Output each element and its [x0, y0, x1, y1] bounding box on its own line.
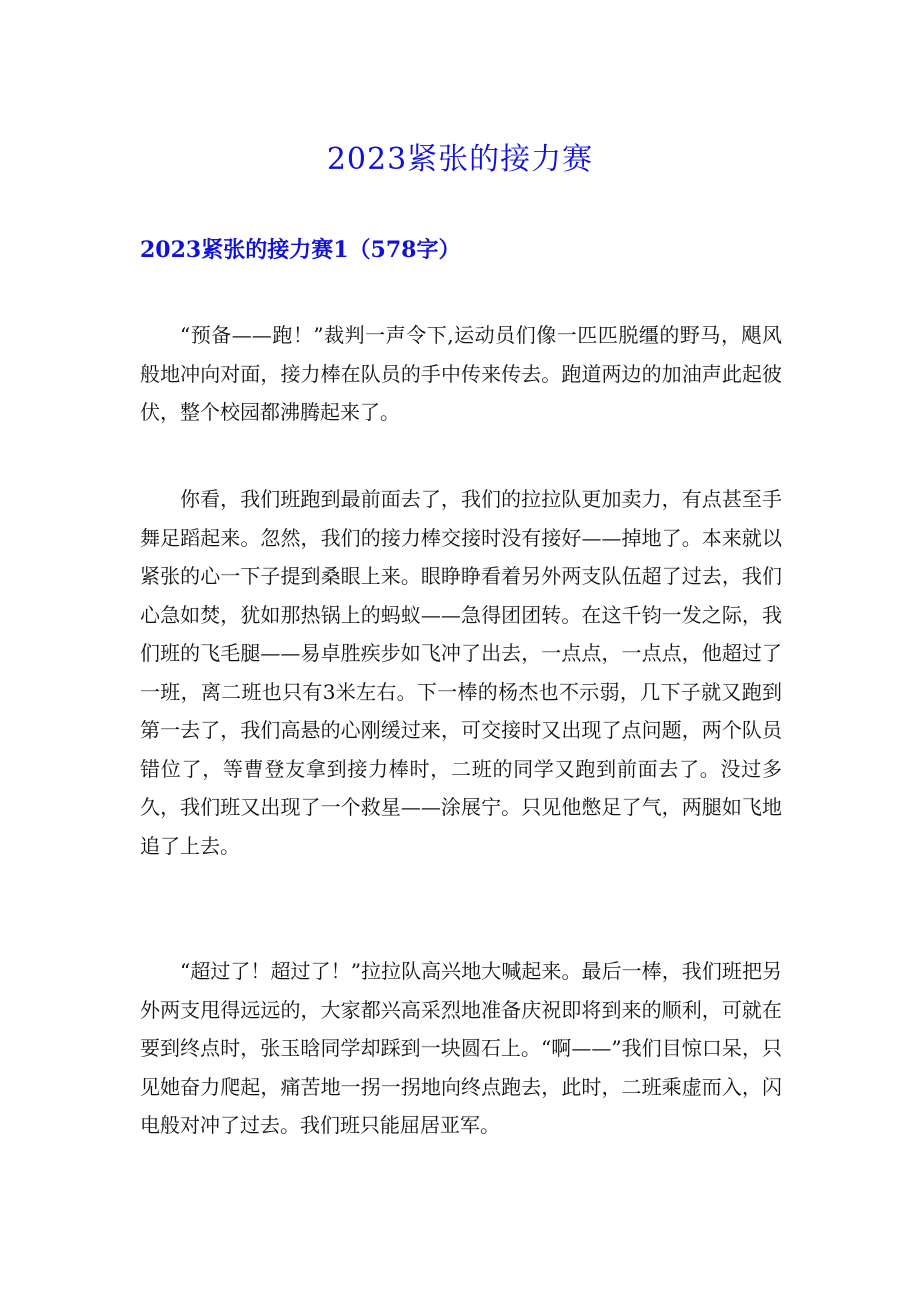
section-heading: 2023紧张的接力赛1（578字）	[140, 237, 461, 263]
paragraph-2: 你看，我们班跑到最前面去了，我们的拉拉队更加卖力，有点甚至手舞足蹈起来。忽然，我们的接力棒交接时没有接好——掉地了。本来就以紧张的心一下子提到桑眼上来。眼睁睁看着另外两支队伍超了过去，我们心急如焚，犹如那热锅上的蚂蚁——急得团团转。在这千钧一发之际，我们班的飞毛腿——易卓胜疾步如飞冲了出去，一点点，一点点，他超过了一班，离二班也只有3米左右。下一棒的杨杰也不示弱，几下子就又跑到第一去了，我们高悬的心刚缓过来，可交接时又出现了点问题，两个队员错位了，等曹登友拿到接力棒时，二班的同学又跑到前面去了。没过多久，我们班又出现了一个救星——涂展宁。只见他憋足了气，两腿如飞地追了上去。	[140, 487, 782, 858]
document-title: 2023紧张的接力赛	[326, 142, 594, 177]
paragraph-1: “预备——跑！”裁判一声令下,运动员们像一匹匹脱缰的野马，飓风般地冲向对面，接力棒在队员的手中传来传去。跑道两边的加油声此起彼伏，整个校园都沸腾起来了。	[140, 323, 782, 424]
paragraph-3: “超过了！超过了！”拉拉队高兴地大喊起来。最后一棒，我们班把另外两支甩得远远的，大家都兴高采烈地准备庆祝即将到来的顺利，可就在要到终点时，张玉晗同学却踩到一块圆石上。“啊——”我们目惊口呆，只见她奋力爬起，痛苦地一拐一拐地向终点跑去，此时，二班乘虚而入，闪电般对冲了过去。我们班只能屈居亚军。	[140, 959, 782, 1137]
